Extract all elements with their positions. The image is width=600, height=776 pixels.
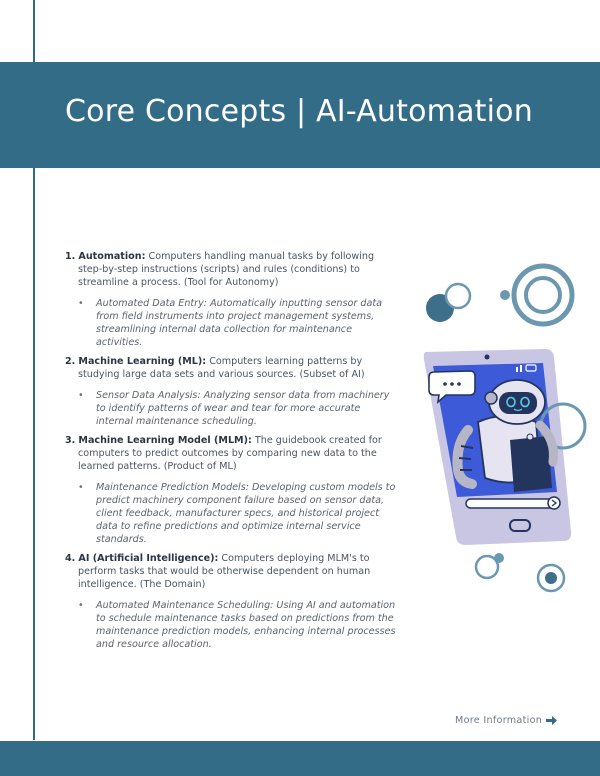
concept-number: 1. (65, 251, 76, 262)
more-information-label: More Information (455, 715, 543, 726)
concept-definition-text: Computers learning patterns by studying large data sets and various sources. (Subset of AI) (78, 356, 365, 380)
decorative-circles-bottom (476, 553, 564, 591)
concept-term: AI (Artificial Intelligence): (78, 553, 219, 564)
bullet-icon: • (78, 298, 84, 309)
concept-number: 3. (65, 435, 76, 446)
concept-number: 4. (65, 553, 76, 564)
bullet-icon: • (78, 482, 84, 493)
bullet-icon: • (78, 390, 84, 401)
concept-term: Automation: (78, 251, 146, 262)
concept-term: Machine Learning (ML): (78, 356, 207, 367)
page-title: Core Concepts | AI-Automation (65, 94, 533, 129)
arrow-right-icon (546, 716, 557, 725)
concept-definition-text: Computers handling manual tasks by following step-by-step instructions (scripts) and rules (conditions) to streamline a process. (Tool for Autonomy) (78, 251, 375, 288)
concept-definition-text: Computers deploying MLM's to perform tasks that would be otherwise dependent on human intelligence. (The Domain) (78, 553, 371, 590)
bullet-icon: • (78, 600, 84, 611)
example-text: Automated Data Entry: Automatically inputting sensor data from field instruments into project management systems, streamlining internal data collection for maintenance activities. (96, 298, 382, 348)
example-text: Automated Maintenance Scheduling: Using AI and automation to schedule maintenance tasks based on predictions from the maintenance prediction models, enhancing internal processes and resource allocation. (96, 600, 396, 650)
more-information-link[interactable] (455, 715, 557, 726)
example-text: Sensor Data Analysis: Analyzing sensor data from machinery to identify patterns of wear and tear for more accurate internal maintenance scheduling. (96, 390, 390, 427)
concept-number: 2. (65, 356, 76, 367)
concept-term: Machine Learning Model (MLM): (78, 435, 252, 446)
concept-definition-text: The guidebook created for computers to predict outcomes by comparing new data to the learned patterns. (Product of ML) (78, 435, 382, 472)
footer-band (0, 741, 600, 776)
decorative-circles-top (426, 266, 572, 324)
example-text: Maintenance Prediction Models: Developing custom models to predict machinery component failure based on sensor data, client feedback, manufacturer specs, and historical project data to refine predictions and optimize internal service standards. (96, 482, 396, 545)
